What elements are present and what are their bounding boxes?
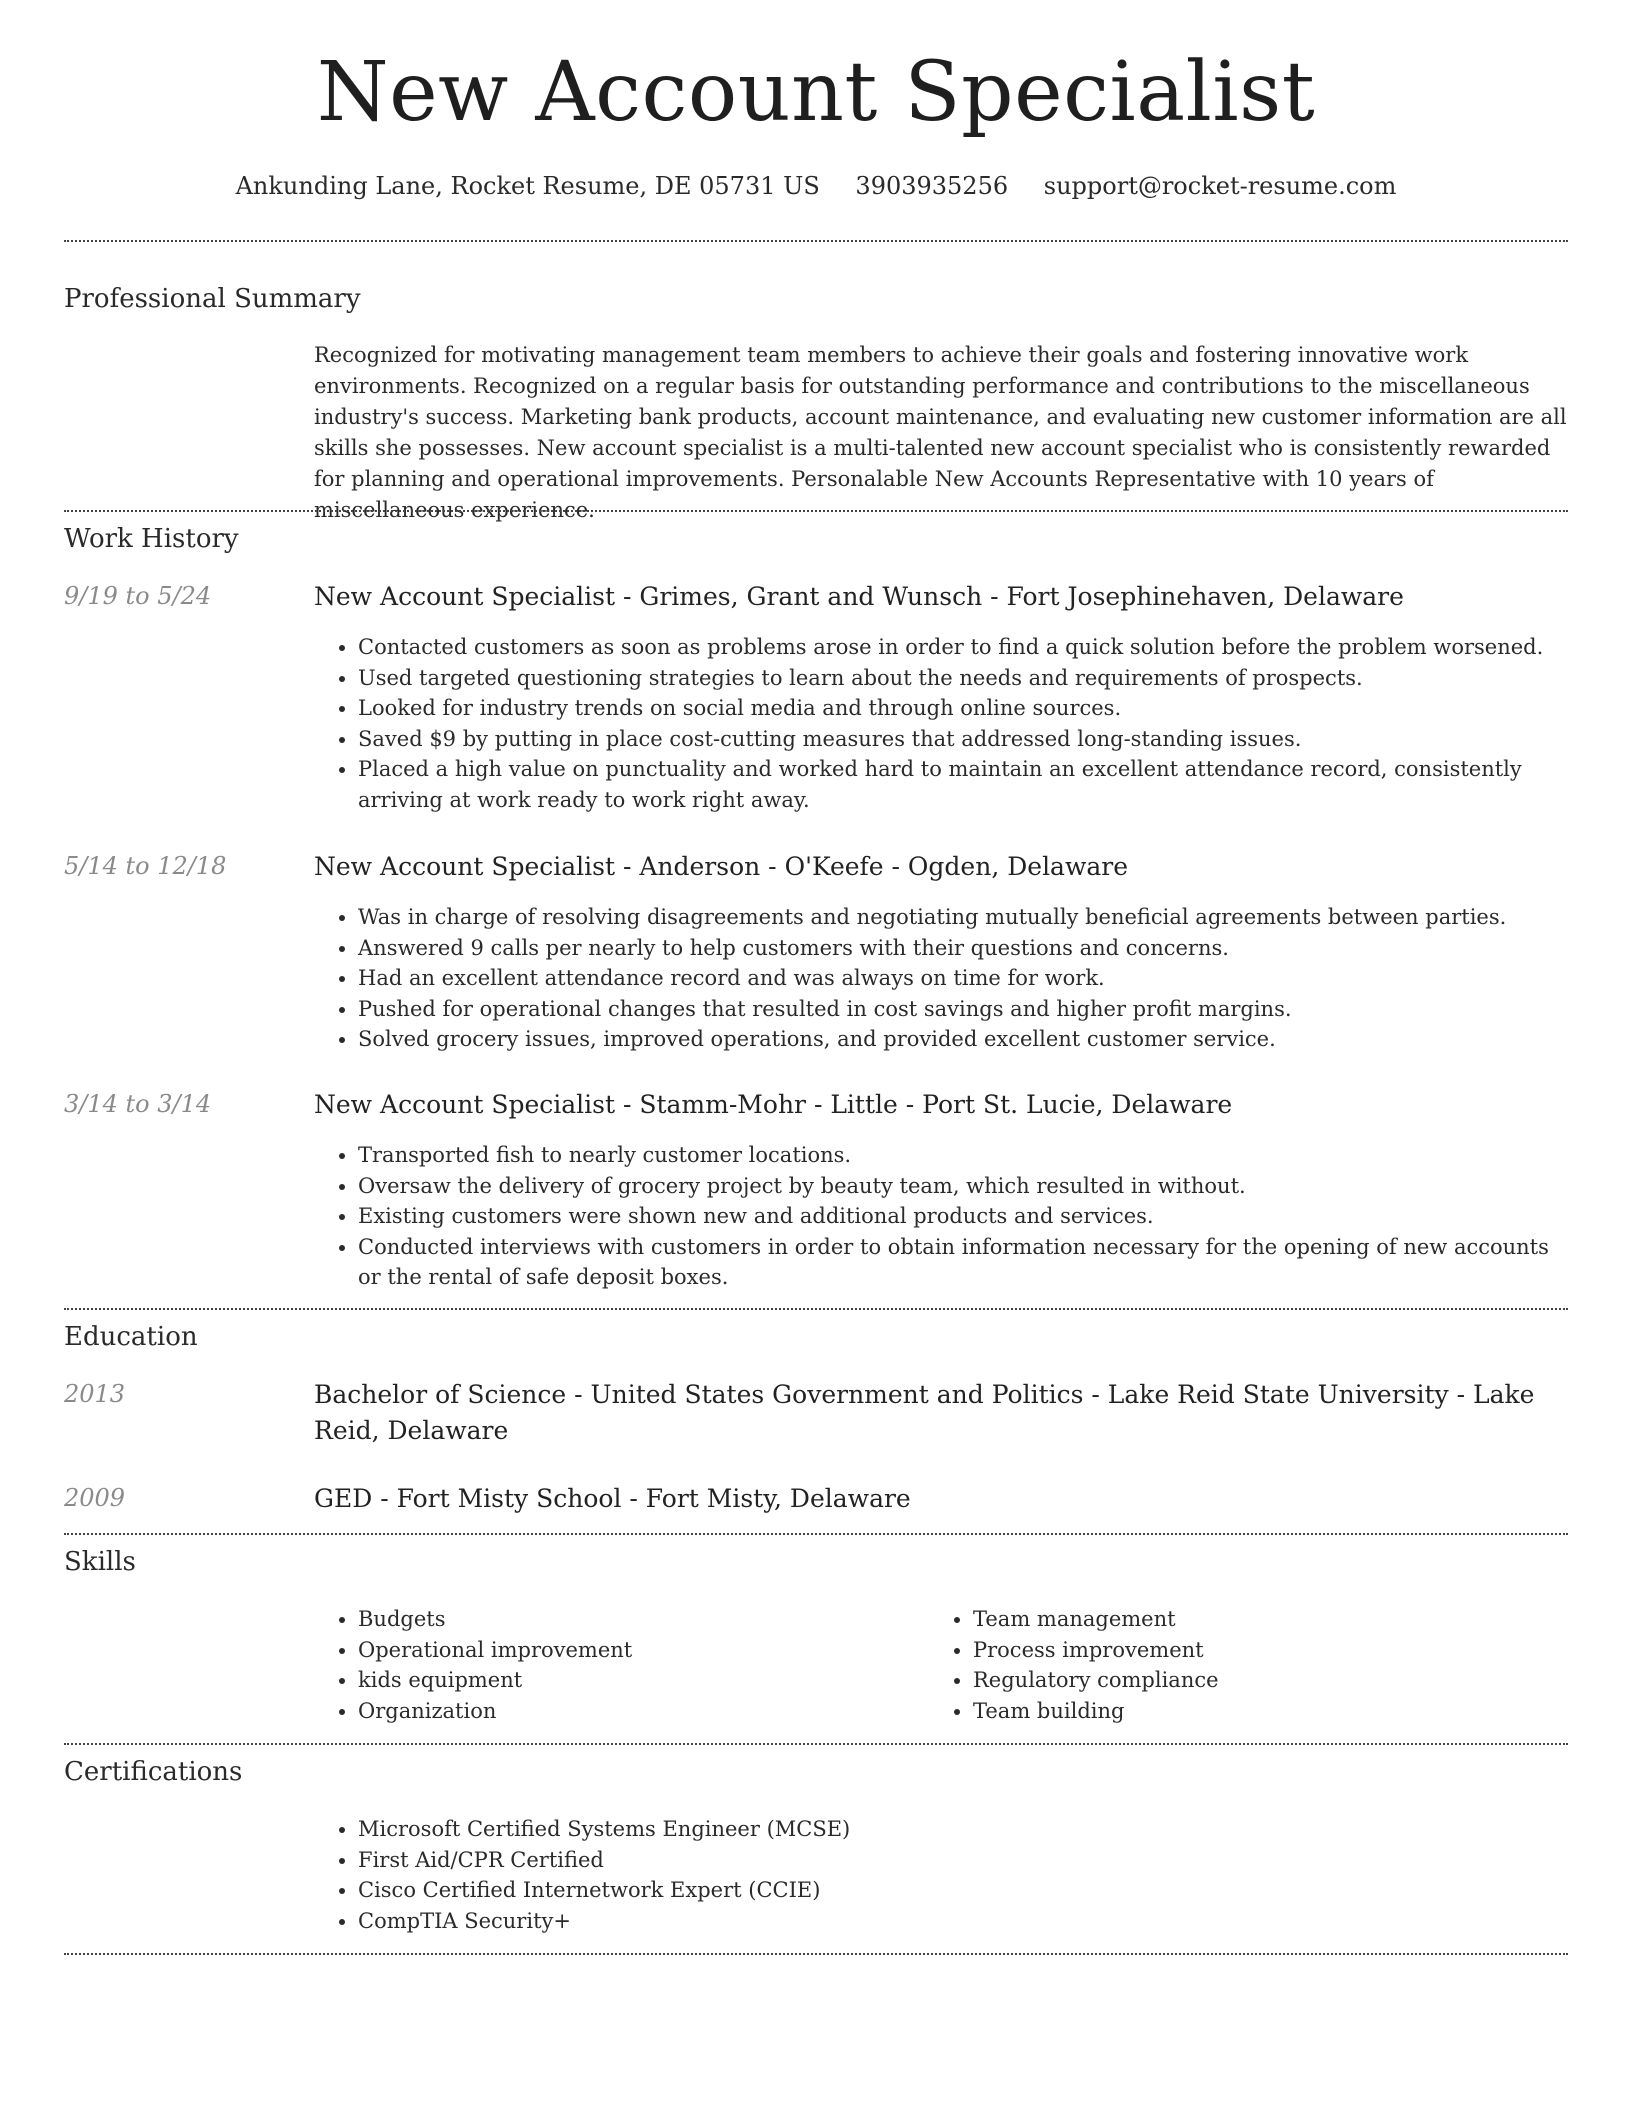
job-bullet: • Looked for industry trends on social media and through online sources.	[358, 693, 1568, 724]
skill-item: • Team management	[973, 1604, 1529, 1635]
job-dates: 3/14 to 3/14	[64, 1090, 212, 1118]
job-bullet: • Was in charge of resolving disagreements and negotiating mutually beneficial agreements between parties.	[358, 902, 1568, 933]
job-bullet: • Contacted customers as soon as problems arose in order to find a quick solution before the problem worsened.	[358, 632, 1568, 663]
education-heading-entry: Bachelor of Science - United States Government and Politics - Lake Reid State University - Lake Reid, Delaware	[314, 1380, 1535, 1445]
contact-line	[0, 172, 1632, 200]
job-bullet: • Solved grocery issues, improved operations, and provided excellent customer service.	[358, 1024, 1568, 1055]
skills-heading: Skills	[64, 1547, 136, 1577]
skill-item: • Budgets	[358, 1604, 914, 1635]
skill-item: • Organization	[358, 1696, 914, 1727]
section-divider	[64, 240, 1568, 242]
certification-item: • First Aid/CPR Certified	[358, 1845, 1568, 1876]
candidate-name: New Account Specialist	[316, 45, 1316, 140]
summary-text: Recognized for motivating management team members to achieve their goals and fostering innovative work environments. Recognized on a regular basis for outstanding performance and contributions to the miscellaneous industry's success. Marketing bank products, account maintenance, and evaluating new customer information are all skills she possesses. New account specialist is a multi-talented new account specialist who is consistently rewarded for planning and operational improvements. Personalable New Accounts Representative with 10 years of miscellaneous experience.	[314, 343, 1567, 522]
job-heading: New Account Specialist - Grimes, Grant and Wunsch - Fort Josephinehaven, Delaware	[314, 582, 1404, 611]
job-dates: 9/19 to 5/24	[64, 582, 212, 610]
job-bullets	[314, 632, 1568, 815]
job-bullet: • Conducted interviews with customers in order to obtain information necessary for the opening of new accounts or the rental of safe deposit boxes.	[358, 1232, 1568, 1293]
section-divider	[64, 510, 1568, 512]
job-bullets	[314, 1140, 1568, 1293]
certifications-list	[314, 1814, 1568, 1936]
work-history-heading: Work History	[64, 524, 239, 554]
job-bullet: • Had an excellent attendance record and was always on time for work.	[358, 963, 1568, 994]
skills-list-right	[929, 1604, 1529, 1726]
education-heading: Education	[64, 1322, 198, 1352]
summary-heading: Professional Summary	[64, 284, 361, 314]
contact-email: support@rocket-resume.com	[1043, 172, 1397, 200]
skills-list-left	[314, 1604, 914, 1726]
skill-item: • Team building	[973, 1696, 1529, 1727]
job-bullet: • Placed a high value on punctuality and worked hard to maintain an excellent attendance record, consistently arriving at work ready to work right away.	[358, 754, 1568, 815]
job-heading: New Account Specialist - Stamm-Mohr - Little - Port St. Lucie, Delaware	[314, 1090, 1233, 1119]
job-bullet: • Oversaw the delivery of grocery project by beauty team, which resulted in without.	[358, 1171, 1568, 1202]
job-bullet: • Pushed for operational changes that resulted in cost savings and higher profit margins.	[358, 994, 1568, 1025]
education-year: 2013	[64, 1380, 126, 1408]
job-bullet: • Transported fish to nearly customer locations.	[358, 1140, 1568, 1171]
skill-item: • Operational improvement	[358, 1635, 914, 1666]
contact-phone: 3903935256	[855, 172, 1009, 200]
certification-item: • CompTIA Security+	[358, 1906, 1568, 1937]
education-heading-entry: GED - Fort Misty School - Fort Misty, Delaware	[314, 1484, 911, 1513]
job-heading: New Account Specialist - Anderson - O'Keefe - Ogden, Delaware	[314, 852, 1129, 881]
certification-item: • Microsoft Certified Systems Engineer (MCSE)	[358, 1814, 1568, 1845]
education-year: 2009	[64, 1484, 126, 1512]
certification-item: • Cisco Certified Internetwork Expert (CCIE)	[358, 1875, 1568, 1906]
job-bullet: • Saved $9 by putting in place cost-cutting measures that addressed long-standing issues.	[358, 724, 1568, 755]
section-divider	[64, 1953, 1568, 1955]
job-bullet: • Existing customers were shown new and additional products and services.	[358, 1201, 1568, 1232]
contact-address: Ankunding Lane, Rocket Resume, DE 05731 US	[235, 172, 820, 200]
skill-item: • kids equipment	[358, 1665, 914, 1696]
job-bullets	[314, 902, 1568, 1055]
job-bullet: • Answered 9 calls per nearly to help customers with their questions and concerns.	[358, 933, 1568, 964]
section-divider	[64, 1743, 1568, 1745]
job-bullet: • Used targeted questioning strategies to learn about the needs and requirements of prospects.	[358, 663, 1568, 694]
skill-item: • Process improvement	[973, 1635, 1529, 1666]
section-divider	[64, 1533, 1568, 1535]
certifications-heading: Certifications	[64, 1757, 243, 1787]
section-divider	[64, 1308, 1568, 1310]
skill-item: • Regulatory compliance	[973, 1665, 1529, 1696]
job-dates: 5/14 to 12/18	[64, 852, 227, 880]
